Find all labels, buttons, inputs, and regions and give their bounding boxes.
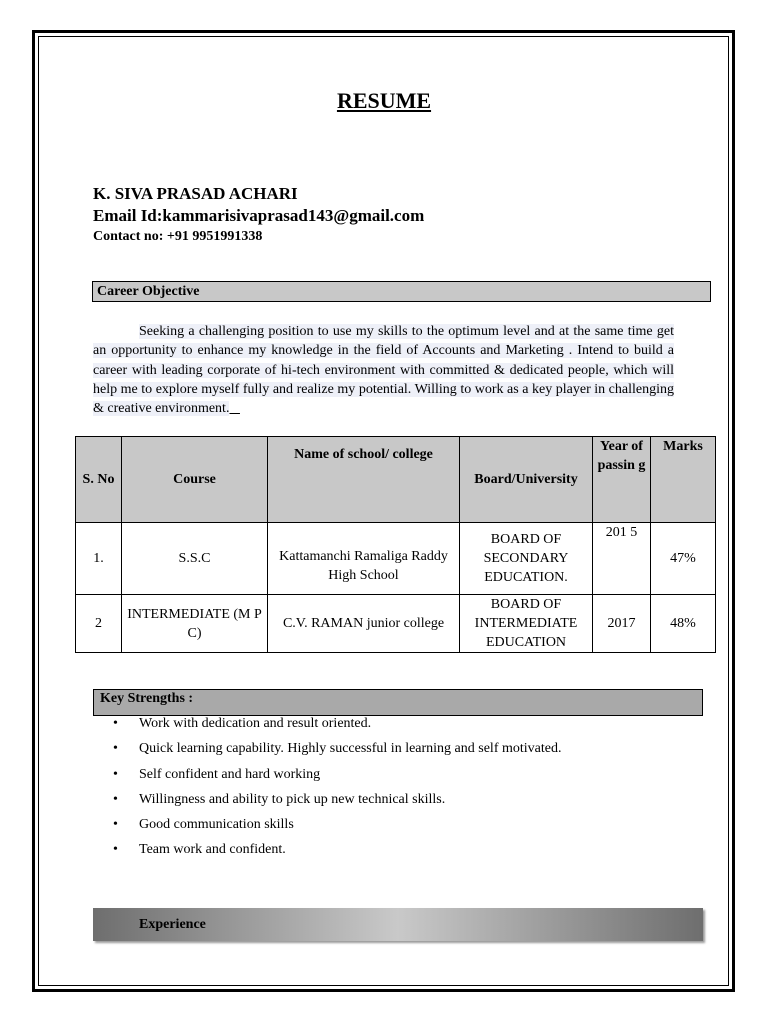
bullet-icon: • <box>113 741 118 757</box>
resume-title: RESUME <box>336 88 432 113</box>
list-item: • Willingness and ability to pick up new technical skills. <box>93 790 561 815</box>
candidate-email: Email Id:kammarisivaprasad143@gmail.com <box>93 206 425 225</box>
cell-board: BOARD OF INTERMEDIATE EDUCATION <box>460 595 593 653</box>
candidate-name: K. SIVA PRASAD ACHARI <box>93 184 298 203</box>
list-item: • Team work and confident. <box>93 840 561 865</box>
bullet-icon: • <box>113 716 118 731</box>
cell-sno: 2 <box>76 595 122 653</box>
list-item: • Good communication skills <box>93 815 561 840</box>
cell-year: 201 5 <box>593 523 651 595</box>
header-year: Year of passin g <box>593 437 651 523</box>
table-row <box>76 595 716 653</box>
table-row <box>76 523 716 595</box>
cell-sno: 1. <box>76 523 122 595</box>
bullet-icon: • <box>113 817 118 833</box>
cell-marks: 48% <box>651 595 716 653</box>
cell-year: 2017 <box>593 595 651 653</box>
candidate-contact: Contact no: +91 9951991338 <box>93 229 263 244</box>
education-table <box>75 436 716 653</box>
cell-marks: 47% <box>651 523 716 595</box>
bullet-icon: • <box>113 842 118 858</box>
career-objective-body: Seeking a challenging position to use my skills to the optimum level and at the same time get an opportunity to enhance my knowledge in the field of Accounts and Marketing . Intend to build a career with leading corporate of hi-tech environment with committed & dedicated people, which will help me to explore myself fully and realize my potential. Willing to work as a key player in challenging & creative environment. <box>93 324 674 417</box>
cell-course: INTERMEDIATE (M P C) <box>122 595 268 653</box>
education-header-row <box>76 437 716 523</box>
cell-board: BOARD OF SECONDARY EDUCATION. <box>460 523 593 595</box>
cell-course: S.S.C <box>122 523 268 595</box>
header-school: Name of school/ college <box>268 437 460 523</box>
bullet-icon: • <box>113 766 118 782</box>
career-objective-text <box>93 322 674 418</box>
career-objective-heading: Career Objective <box>92 281 711 302</box>
header-course: Course <box>122 437 268 523</box>
header-marks: Marks <box>651 437 716 523</box>
bullet-icon: • <box>113 791 118 807</box>
header-sno: S. No <box>76 437 122 523</box>
cell-school: C.V. RAMAN junior college <box>268 595 460 653</box>
list-item: • Self confident and hard working <box>93 765 561 790</box>
experience-heading: Experience <box>93 908 703 941</box>
key-strengths-list <box>93 714 561 866</box>
list-item: • Quick learning capability. Highly successful in learning and self motivated. <box>93 739 561 764</box>
cell-school: Kattamanchi Ramaliga Raddy High School <box>268 523 460 595</box>
list-item: • Work with dedication and result oriented. <box>93 714 561 739</box>
key-strengths-heading: Key Strengths : <box>93 689 703 716</box>
header-board: Board/University <box>460 437 593 523</box>
